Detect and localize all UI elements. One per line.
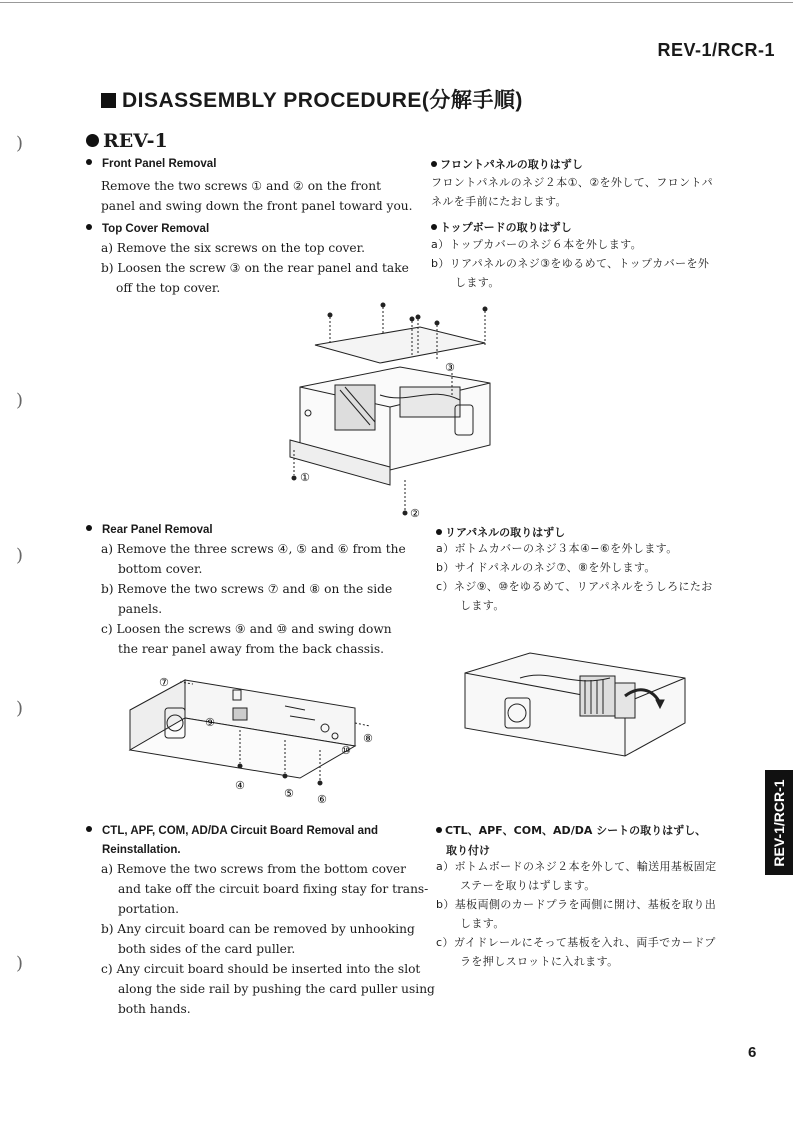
top-rule bbox=[0, 2, 793, 3]
bullet-icon bbox=[436, 529, 442, 535]
top-cover-text: a) Remove the six screws on the top cover. b) Loosen the screw ③ on the rear panel and take off the top cover. bbox=[101, 241, 409, 295]
bullet-icon bbox=[86, 134, 99, 147]
callout-4: ④ bbox=[235, 779, 245, 792]
jp-front-text: フロントパネルのネジ２本①、②を外して、フロントパ ネルを手前にたおします。 bbox=[431, 176, 714, 208]
title-text: DISASSEMBLY PROCEDURE(分解手順) bbox=[122, 89, 523, 112]
bullet-icon bbox=[431, 224, 437, 230]
ctl-heading: CTL, APF, COM, AD/DA Circuit Board Removal and bbox=[86, 825, 378, 837]
bullet-icon bbox=[86, 826, 92, 832]
callout-5: ⑤ bbox=[284, 787, 294, 800]
jp-rear-heading: リアパネルの取りはずし bbox=[436, 524, 565, 540]
callout-6: ⑥ bbox=[317, 793, 327, 806]
jp-top-heading: トップボードの取りはずし bbox=[431, 219, 572, 235]
callout-8: ⑧ bbox=[363, 732, 373, 745]
margin-mark: ) bbox=[16, 953, 24, 974]
page-number: 6 bbox=[748, 1044, 757, 1061]
jp-front-heading: フロントパネルの取りはずし bbox=[431, 156, 583, 172]
callout-9: ⑨ bbox=[205, 716, 215, 729]
bullet-icon bbox=[86, 159, 92, 165]
rear-panel-text: a) Remove the three screws ④, ⑤ and ⑥ from the bottom cover. b) Remove the two screws ⑦ and ⑧ on the side panels. c) Loosen the screws ⑨ and ⑩ and swing down the rear panel away from the back chassis. bbox=[101, 542, 406, 656]
margin-mark: ) bbox=[16, 698, 24, 719]
margin-mark: ) bbox=[16, 133, 24, 154]
bullet-icon bbox=[431, 161, 437, 167]
jp-ctl-heading-2: 取り付け bbox=[446, 844, 490, 857]
ctl-heading-2: Reinstallation. bbox=[102, 844, 181, 856]
margin-mark: ) bbox=[16, 545, 24, 566]
callout-7: ⑦ bbox=[159, 676, 169, 689]
top-cover-heading: Top Cover Removal bbox=[86, 223, 209, 235]
jp-ctl-text: a）ボトムボードのネジ２本を外して、輸送用基板固定 ステーを取りはずします。 b）基板両側のカードプラを両側に開け、基板を取り出 します。 c）ガイドレールにそって基板を入れ、両手でカードプ ラを押しスロットに入れます。 bbox=[436, 860, 717, 968]
callout-1: ① bbox=[300, 471, 310, 484]
square-bullet-icon bbox=[101, 93, 116, 108]
rear-panel-heading: Rear Panel Removal bbox=[86, 524, 213, 536]
section-title bbox=[86, 130, 168, 152]
bullet-icon bbox=[436, 827, 442, 833]
front-panel-heading: Front Panel Removal bbox=[86, 158, 216, 170]
model-header: REV-1/RCR-1 bbox=[657, 40, 775, 60]
figure-rear-panel-removal bbox=[125, 668, 380, 808]
callout-2: ② bbox=[410, 507, 420, 520]
ctl-text: a) Remove the two screws from the bottom cover and take off the circuit board fixing stay for trans- portation. b) Any circuit board can be removed by unhooking both sides of the card puller. c) Any circuit board should be inserted into the slot along the side rail by pushing the card puller using both hands. bbox=[101, 862, 435, 1016]
figure-top-cover-removal bbox=[280, 295, 520, 525]
jp-ctl-heading: CTL、APF、COM、AD/DA シートの取りはずし、 bbox=[436, 822, 706, 838]
jp-rear-text: a）ボトムカバーのネジ３本④−⑥を外します。 b）サイドパネルのネジ⑦、⑧を外します。 c）ネジ⑨、⑩をゆるめて、リアパネルをうしろにたお します。 bbox=[436, 542, 713, 612]
margin-mark: ) bbox=[16, 390, 24, 411]
bullet-icon bbox=[86, 525, 92, 531]
page-title bbox=[101, 84, 523, 114]
jp-top-text: a）トップカバーのネジ６本を外します。 b）リアパネルのネジ③をゆるめて、トップカバーを外 します。 bbox=[431, 238, 710, 289]
callout-10: ⑩ bbox=[341, 744, 351, 757]
bullet-icon bbox=[86, 224, 92, 230]
callout-3: ③ bbox=[445, 361, 455, 374]
section-label: REV-1 bbox=[103, 130, 168, 152]
side-tab: REV-1/RCR-1 bbox=[765, 770, 793, 875]
figure-circuit-board-removal bbox=[460, 648, 690, 768]
front-panel-text: Remove the two screws ① and ② on the front panel and swing down the front panel toward you. bbox=[101, 179, 413, 213]
